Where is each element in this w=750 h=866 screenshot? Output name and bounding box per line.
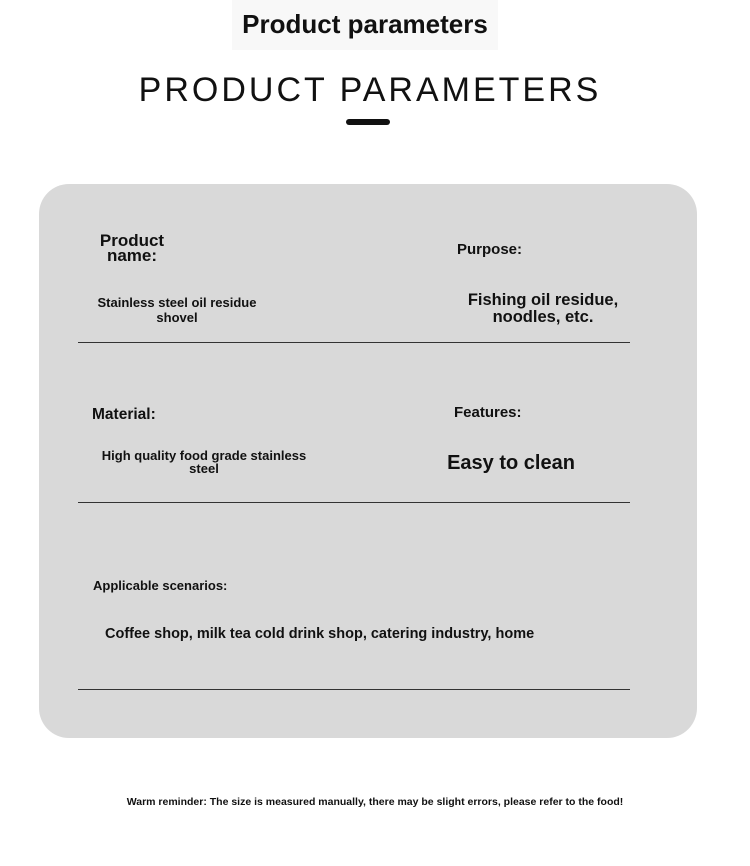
features-value: Easy to clean xyxy=(447,452,575,474)
warm-reminder: Warm reminder: The size is measured manually, there may be slight errors, please refer to the food! xyxy=(126,796,624,808)
heading-underline xyxy=(346,119,390,125)
section-heading: PRODUCT PARAMETERS xyxy=(138,71,602,109)
purpose-value: Fishing oil residue, noodles, etc. xyxy=(467,291,619,326)
scenarios-label: Applicable scenarios: xyxy=(93,578,228,593)
page-title: Product parameters xyxy=(232,0,498,50)
features-label: Features: xyxy=(454,404,522,421)
scenarios-value: Coffee shop, milk tea cold drink shop, catering industry, home xyxy=(105,626,535,642)
material-label: Material: xyxy=(92,406,156,423)
product-name-value: Stainless steel oil residue shovel xyxy=(97,295,257,325)
parameters-card xyxy=(39,184,697,738)
product-name-label: Product name: xyxy=(99,231,165,265)
purpose-label: Purpose: xyxy=(457,241,523,258)
material-value: High quality food grade stainless steel xyxy=(101,448,307,476)
row-divider-3 xyxy=(78,689,630,690)
row-divider-1 xyxy=(78,342,630,343)
row-divider-2 xyxy=(78,502,630,503)
